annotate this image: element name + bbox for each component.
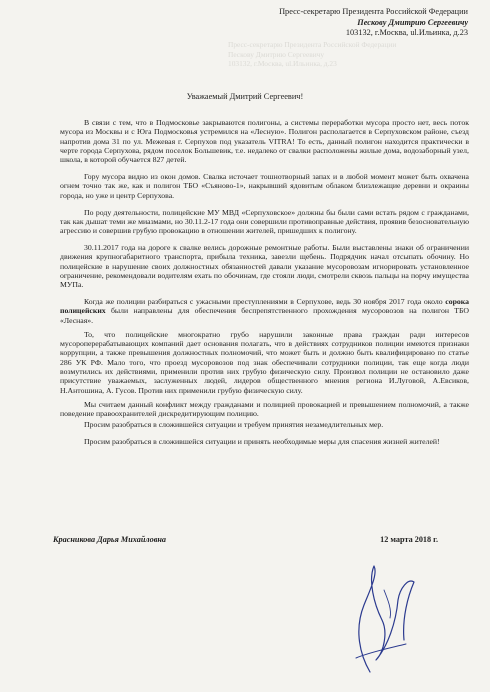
handwritten-signature bbox=[340, 560, 420, 675]
paragraph: То, что полицейские многократно грубо нарушили законные права граждан ради интересов мусороперерабатывающих компаний дает основания полагать, что в действиях сотрудников полиции имеются признаки коррупции, а также превышения должностных полномочий, что может быть и должно быть квалифицировано по статье 286 УК РФ. Мало того, что проезд мусоровозов под знак обеспечивали сотрудники полиции, так еще когда люди возмутились их действиями, применили против них грубую физическую силу. Произвол полиции не остановило даже присутствие уважаемых, заслуженных людей, лидеров общественного мнения региона И.Луговой, А.Евсиков, Н.Антошина, А. Гусов. Против них применили грубую физическую силу. bbox=[60, 329, 469, 395]
letter-date: 12 марта 2018 г. bbox=[380, 535, 438, 544]
addressee-title: Пресс-секретарю Президента Российской Федерации bbox=[279, 7, 468, 16]
bleed-line: 103132, г.Москва, ul.Ильинка, д.23 bbox=[228, 59, 337, 68]
paragraph: Гору мусора видно из окон домов. Свалка источает тошнотворный запах и в любой момент может быть охвачена огнем точно так же, как и полигон ТБО «Съяново-1», накрывший ядовитым облаком близлежащие деревни и окраины города, но уже и центр Серпухова. bbox=[60, 172, 469, 200]
emphasis-text: сорока полицейских bbox=[60, 297, 469, 316]
paragraph-with-bold: Когда же полиции разбираться с ужасными преступлениями в Серпухове, ведь 30 ноября 2017 года около сорока полицейских были направлены для обеспечения беспрепятственного прохождения мусоровозов на полигон ТБО «Лесная». bbox=[60, 297, 469, 325]
addressee-block bbox=[248, 7, 468, 39]
addressee-name: Пескову Дмитрию Сергеевичу bbox=[357, 17, 468, 27]
bleed-line: Пескову Дмитрию Сергеевичу bbox=[228, 49, 325, 59]
paragraph: 30.11.2017 года на дороге к свалке велись дорожные ремонтные работы. Были выставлены знаки об ограничении движения крупногабаритного транспорта, прибыла техника, завезли щебень. Подрядчик начал отсыпать обочину. Но полицейские в нарушение своих должностных обязанностей давали указание мусоровозам игнорировать установленное ограничение, рекомендовали водителям ехать по обочинам, где стояли люди, смотрели сквозь пальцы на порчу имущества МУПа. bbox=[60, 242, 469, 290]
signatory-name: Красникова Дарья Михайловна bbox=[53, 535, 166, 544]
paragraph: Просим разобраться в сложившейся ситуации и требуем принятия незамедлительных мер. bbox=[84, 420, 384, 430]
bleed-through-text bbox=[228, 40, 458, 69]
paragraph: Просим разобраться в сложившейся ситуации и принять необходимые меры для спасения жизней жителей! bbox=[84, 436, 440, 446]
paragraph: Мы считаем данный конфликт между гражданами и полицией провокацией и превышением полномочий, а также поведение правоохранителей дискредитирующим полицию. bbox=[60, 399, 469, 418]
letter-body bbox=[60, 118, 469, 454]
paragraph: По роду деятельности, полицейские МУ МВД «Серпуховское» должны бы были сами встать рядом с гражданами, так как дышат теми же миазмами, но 30.11.2-17 года они совершили противоправные действия, проявив безосновательную агрессию и совершив грубую провокацию в отношении жителей, пришедших к полигону. bbox=[60, 207, 469, 236]
addressee-address: 103132, г.Москва, ul.Ильинка, д.23 bbox=[345, 28, 468, 38]
bleed-line: Пресс-секретарю Президента Российской Федерации bbox=[228, 40, 397, 49]
signature-row bbox=[53, 535, 438, 544]
greeting: Уважаемый Дмитрий Сергеевич! bbox=[186, 92, 304, 101]
paragraph: В связи с тем, что в Подмосковье закрываются полигоны, а системы переработки мусора просто нет, весь поток мусора из Москвы и с Юга Подмосковья устремился на «Лесную». Полигон располагается в Серпуховском районе, съезд напротив дома 31 по ул. Межевая г. Серпухов под указатель VITRA! То есть, данный полигон находится практически в черте города Серпухова, рядом поселок Большевик, т.е. недалеко от свалки расположены жилые дома, водозаборный узел, школа, в которой обучается 827 детей. bbox=[60, 118, 469, 165]
